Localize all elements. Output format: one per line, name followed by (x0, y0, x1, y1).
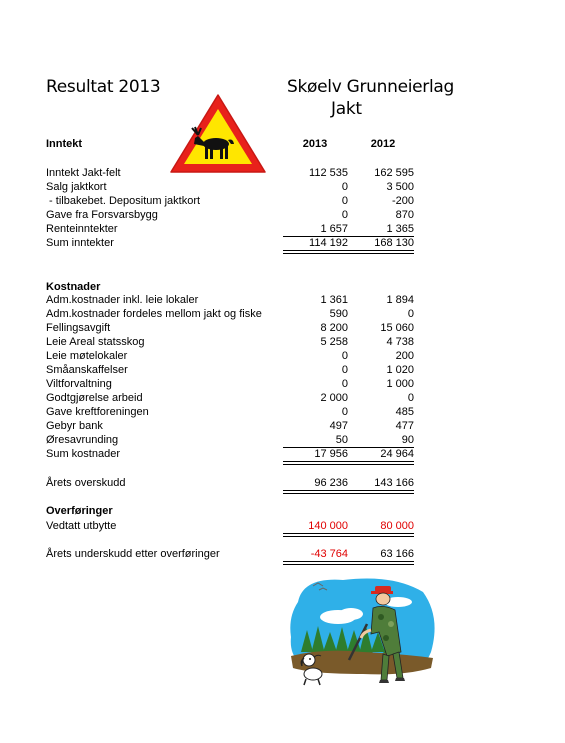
value-2012: 200 (395, 350, 414, 362)
value-2012: 168 130 (374, 237, 414, 249)
row-label: Vedtatt utbytte (46, 520, 117, 532)
value-2012: 90 (401, 434, 414, 446)
value-2012: 477 (395, 420, 414, 432)
row-label: Inntekt Jakt-felt (46, 167, 121, 179)
value-2012: 162 595 (374, 167, 414, 179)
column-header-2012: 2012 (370, 138, 396, 150)
moose-warning-sign-icon (168, 92, 268, 176)
value-2013: 50 (335, 434, 348, 446)
value-2013: -43 764 (310, 548, 348, 560)
row-label: Gave fra Forsvarsbygg (46, 209, 158, 221)
value-2013: 0 (341, 406, 348, 418)
value-2013: 497 (329, 420, 348, 432)
total-double-rule (283, 490, 414, 494)
row-label: Årets underskudd etter overføringer (46, 548, 220, 560)
value-2013: 1 361 (320, 294, 348, 306)
transfers-heading: Overføringer (46, 505, 113, 517)
value-2013: 5 258 (320, 336, 348, 348)
value-2012: 4 738 (386, 336, 414, 348)
row-label: Øresavrunding (46, 434, 119, 446)
value-2012: 24 964 (380, 448, 414, 460)
row-label: Adm.kostnader inkl. leie lokaler (46, 294, 199, 306)
value-2012: 80 000 (380, 520, 414, 532)
value-2013: 8 200 (320, 322, 348, 334)
value-2013: 0 (341, 209, 348, 221)
value-2012: -200 (391, 195, 414, 207)
value-2013: 140 000 (308, 520, 348, 532)
column-header-2013: 2013 (302, 138, 328, 150)
value-2012: 0 (407, 308, 414, 320)
value-2013: 0 (341, 364, 348, 376)
value-2013: 112 535 (309, 167, 348, 179)
value-2013: 0 (341, 181, 348, 193)
row-label: Salg jaktkort (46, 181, 107, 193)
total-double-rule (283, 561, 414, 565)
row-label: Sum inntekter (46, 237, 114, 249)
value-2013: 114 192 (309, 237, 348, 249)
total-double-rule (283, 250, 414, 254)
value-2012: 3 500 (386, 181, 414, 193)
value-2012: 15 060 (380, 322, 414, 334)
costs-heading: Kostnader (46, 281, 101, 293)
value-2013: 590 (329, 308, 348, 320)
value-2012: 1 365 (386, 223, 414, 235)
value-2012: 1 894 (386, 294, 414, 306)
row-label: Viltforvaltning (46, 378, 112, 390)
value-2013: 96 236 (314, 477, 348, 489)
value-2012: 485 (395, 406, 414, 418)
total-double-rule (283, 461, 414, 465)
row-label: Godtgjørelse arbeid (46, 392, 143, 404)
row-label: Småanskaffelser (46, 364, 128, 376)
value-2013: 17 956 (314, 448, 348, 460)
value-2013: 2 000 (320, 392, 348, 404)
document-title: Resultat 2013 (46, 77, 161, 97)
total-double-rule (283, 533, 414, 537)
value-2013: 0 (341, 378, 348, 390)
row-label: Sum kostnader (46, 448, 120, 460)
value-2012: 0 (407, 392, 414, 404)
row-label: Renteinntekter (46, 223, 118, 235)
value-2012: 63 166 (380, 548, 414, 560)
value-2012: 870 (395, 209, 414, 221)
value-2013: 1 657 (320, 223, 348, 235)
organization-subtitle: Jakt (331, 99, 362, 119)
value-2012: 1 000 (386, 378, 414, 390)
row-label: Årets overskudd (46, 477, 126, 489)
value-2013: 0 (341, 350, 348, 362)
organization-name: Skøelv Grunneierlag (287, 77, 455, 97)
value-2012: 143 166 (374, 477, 414, 489)
value-2012: 1 020 (386, 364, 414, 376)
value-2013: 0 (341, 195, 348, 207)
row-label: Leie Areal statsskog (46, 336, 145, 348)
row-label: - tilbakebet. Depositum jaktkort (46, 195, 201, 207)
hunter-with-dog-clipart (283, 572, 438, 690)
row-label: Gebyr bank (46, 420, 103, 432)
income-heading: Inntekt (46, 138, 83, 150)
row-label: Fellingsavgift (46, 322, 111, 334)
row-label: Leie møtelokaler (46, 350, 128, 362)
row-label: Adm.kostnader fordeles mellom jakt og fiske (46, 308, 262, 320)
row-label: Gave kreftforeningen (46, 406, 149, 418)
